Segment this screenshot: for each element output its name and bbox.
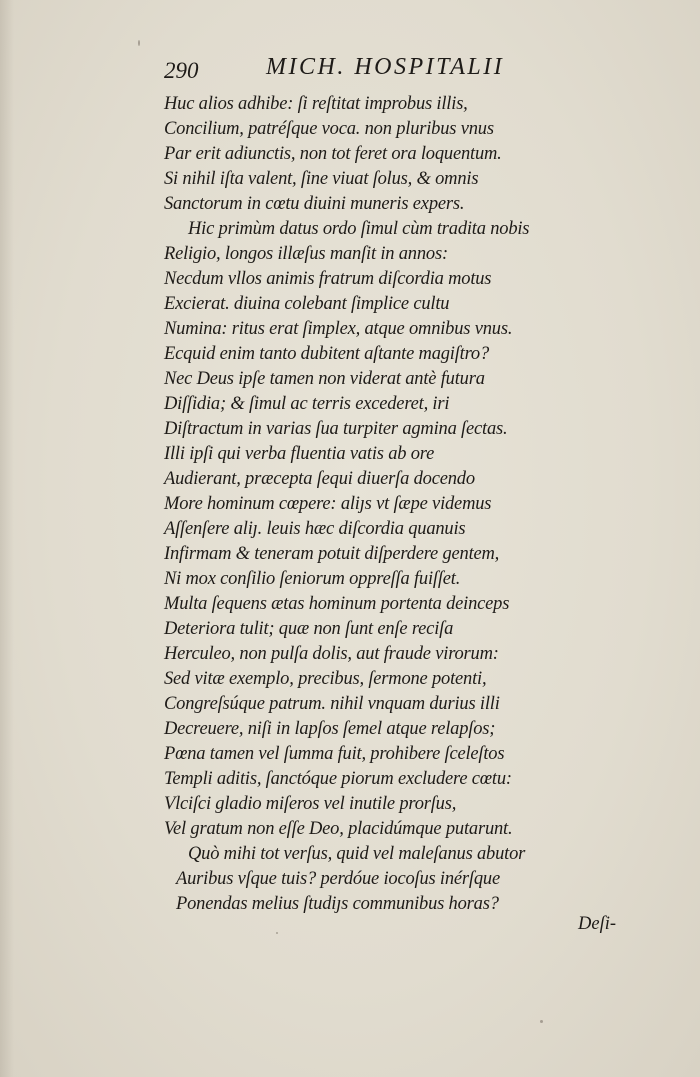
verse-line: Ni mox conſilio ſeniorum oppreſſa fuiſſet.	[164, 569, 461, 589]
catchword: Deſi-	[578, 914, 617, 934]
verse-line: Aſſenſere aliȷ. leuis hæc diſcordia quanuis	[164, 519, 466, 539]
verse-line: Congreſsúque patrum. nihil vnquam durius illi	[164, 694, 500, 714]
verse-line: Concilium, patréſque voca. non pluribus vnus	[164, 119, 494, 139]
verse-line: Ponendas melius ſtudiȷs communibus horas?	[176, 894, 499, 914]
page-number: 290	[164, 58, 199, 83]
verse-line: Excierat. diuina colebant ſimplice cultu	[164, 294, 450, 314]
verse-line: Huc alios adhibe: ſi reſtitat improbus illis,	[164, 94, 468, 114]
running-head	[164, 54, 544, 88]
verse-line: Quò mihi tot verſus, quid vel maleſanus abutor	[188, 844, 526, 864]
verse-line: Deteriora tulit; quæ non ſunt enſe reciſa	[164, 619, 454, 639]
verse-line: Par erit adiunctis, non tot feret ora loquentum.	[164, 144, 502, 164]
verse-line: Numina: ritus erat ſimplex, atque omnibus vnus.	[164, 319, 513, 339]
verse-line: Pœna tamen vel ſumma fuit, prohibere ſceleſtos	[164, 744, 505, 764]
verse-line: Si nihil iſta valent, ſine viuat ſolus, & omnis	[164, 169, 479, 189]
verse-line: Illi ipſi qui verba fluentia vatis ab ore	[164, 444, 435, 464]
paper-speck	[138, 40, 140, 46]
verse-line: Sanctorum in cœtu diuini muneris expers.	[164, 194, 465, 214]
paper-speck	[540, 1020, 543, 1023]
verse-line: Necdum vllos animis fratrum diſcordia motus	[164, 269, 492, 289]
verse-line: Infirmam & teneram potuit diſperdere gentem,	[164, 544, 500, 564]
verse-line: Religio, longos illæſus manſit in annos:	[164, 244, 448, 264]
paper-speck	[276, 932, 278, 934]
verse-line: Diſſidia; & ſimul ac terris excederet, iri	[164, 394, 450, 414]
verse-line: Herculeo, non pulſa dolis, aut fraude virorum:	[164, 644, 499, 664]
verse-line: Auribus vſque tuis? perdóue iocoſus inérſque	[176, 869, 500, 889]
running-title: MICH. HOSPITALII	[266, 54, 505, 80]
verse-line: Multa ſequens ætas hominum portenta deinceps	[164, 594, 510, 614]
verse-line: Decreuere, niſi in lapſos ſemel atque relapſos;	[164, 719, 496, 739]
verse-line: Sed vitæ exemplo, precibus, ſermone potenti,	[164, 669, 487, 689]
verse-line: Nec Deus ipſe tamen non viderat antè futura	[164, 369, 485, 389]
verse-line: Audierant, præcepta ſequi diuerſa docendo	[164, 469, 475, 489]
verse-line: Templi aditis, ſanctóque piorum excludere cœtu:	[164, 769, 512, 789]
verse-line: Vel gratum non eſſe Deo, placidúmque putarunt.	[164, 819, 513, 839]
verse-line: Diſtractum in varias ſua turpiter agmina ſectas.	[164, 419, 508, 439]
verse-line: Vlciſci gladio miſeros vel inutile prorſus,	[164, 794, 457, 814]
verse-line: Ecquid enim tanto dubitent aſtante magiſtro?	[164, 344, 490, 364]
verse-line: More hominum cœpere: aliȷs vt ſæpe videmus	[164, 494, 492, 514]
verse-line: Hic primùm datus ordo ſimul cùm tradita nobis	[188, 219, 530, 239]
